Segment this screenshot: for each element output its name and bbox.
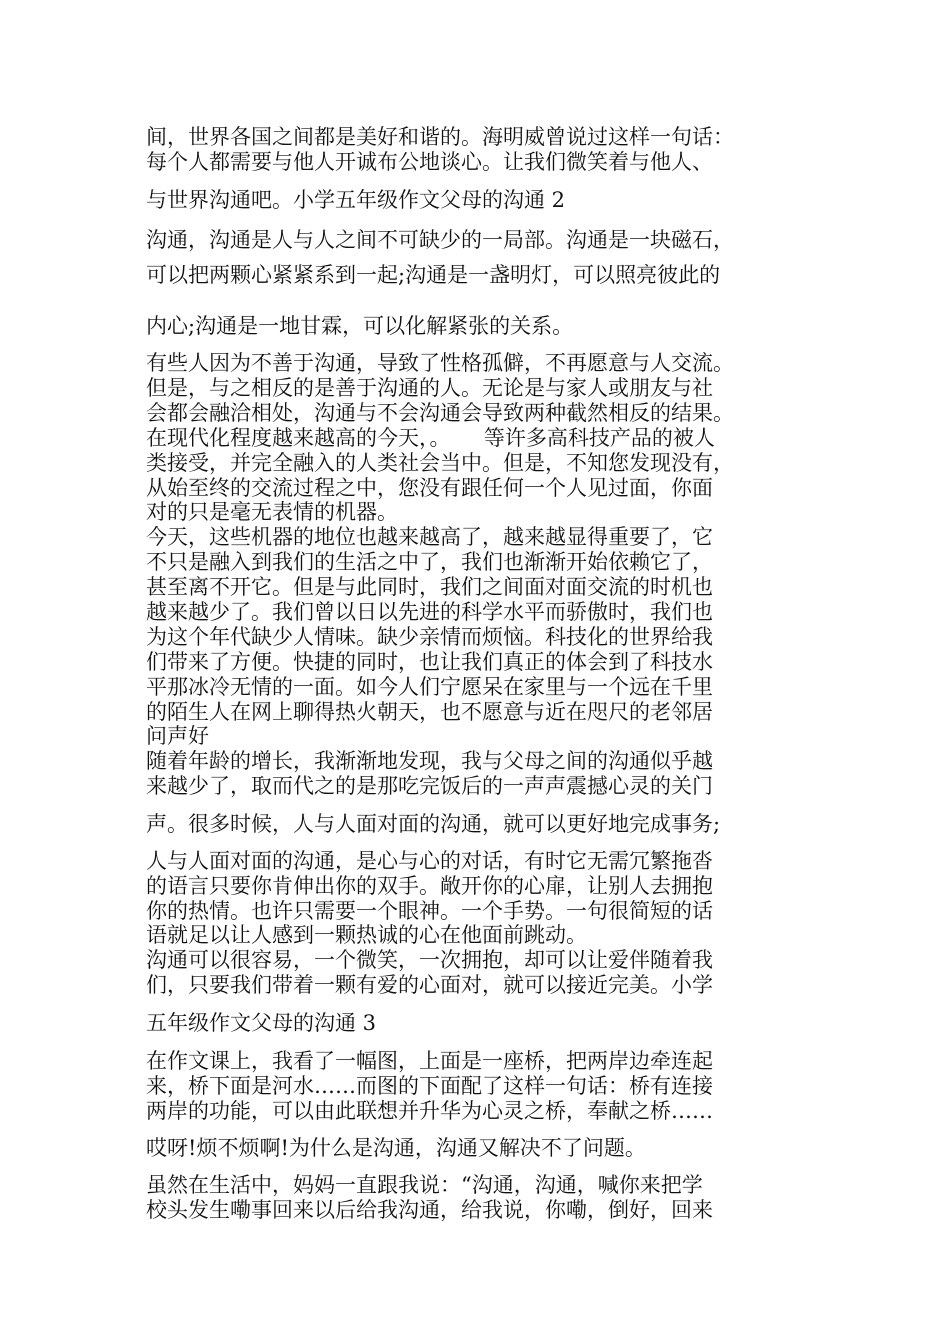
- text-line: 沟通可以很容易，一个微笑，一次拥抱，却可以让爱伴随着我: [146, 948, 713, 972]
- text-line: 甚至离不开它。但是与此同时，我们之间面对面交流的时机也: [146, 575, 713, 599]
- text-line: 今天，这些机器的地位也越来越高了，越来越显得重要了，它: [146, 525, 713, 549]
- text-line: 随着年龄的增长，我渐渐地发现，我与父母之间的沟通似乎越: [146, 749, 713, 773]
- text-line: 语就足以让人感到一颗热诚的心在他面前跳动。: [146, 923, 587, 947]
- text-line: 声。很多时候，人与人面对面的沟通，就可以更好地完成事务;: [146, 812, 721, 836]
- text-line: 来，桥下面是河水……而图的下面配了这样一句话：桥有连接: [146, 1074, 713, 1098]
- text-line: 会都会融洽相处，沟通与不会沟通会导致两种截然相反的结果。: [146, 401, 734, 425]
- text-line: 哎呀!烦不烦啊!为什么是沟通，沟通又解决不了问题。: [146, 1136, 646, 1160]
- text-line: 每个人都需要与他人开诚布公地谈心。让我们微笑着与他人、: [146, 150, 713, 174]
- text-line: 来越少了，取而代之的是那吃完饭后的一声声震撼心灵的关门: [146, 774, 713, 798]
- text-line: 五年级作文父母的沟通 3: [146, 1011, 377, 1035]
- text-line: 类接受，并完全融入的人类社会当中。但是，不知您发现没有，: [146, 451, 734, 475]
- text-line: 间，世界各国之间都是美好和谐的。海明威曾说过这样一句话：: [146, 125, 734, 149]
- text-line: 在作文课上，我看了一幅图，上面是一座桥，把两岸边牵连起: [146, 1049, 713, 1073]
- text-line: 两岸的功能，可以由此联想并升华为心灵之桥，奉献之桥……: [146, 1099, 713, 1123]
- text-line: 越来越少了。我们曾以日以先进的科学水平而骄傲时，我们也: [146, 600, 713, 624]
- text-line: 平那冰冷无情的一面。如今人们宁愿呆在家里与一个远在千里: [146, 675, 713, 699]
- text-line: 有些人因为不善于沟通，导致了性格孤僻，不再愿意与人交流。: [146, 351, 734, 375]
- text-line: 们，只要我们带着一颗有爱的心面对，就可以接近完美。小学: [146, 973, 713, 997]
- text-line: 但是，与之相反的是善于沟通的人。无论是与家人或朋友与社: [146, 376, 713, 400]
- text-line: 为这个年代缺少人情味。缺少亲情而烦恼。科技化的世界给我: [146, 625, 713, 649]
- text-line: 人与人面对面的沟通，是心与心的对话，有时它无需冗繁拖沓: [146, 849, 713, 873]
- text-line: 的语言只要你肯伸出你的双手。敞开你的心扉，让别人去拥抱: [146, 874, 713, 898]
- text-line: 可以把两颗心紧紧系到一起;沟通是一盏明灯，可以照亮彼此的: [146, 263, 721, 287]
- text-line: 虽然在生活中，妈妈一直跟我说：“沟通，沟通，喊你来把学: [146, 1173, 703, 1197]
- text-line: 问声好: [146, 724, 209, 748]
- text-line: 对的只是毫无表情的机器。: [146, 500, 398, 524]
- text-line: 与世界沟通吧。小学五年级作文父母的沟通 2: [146, 188, 566, 212]
- text-line: 沟通，沟通是人与人之间不可缺少的一局部。沟通是一块磁石，: [146, 228, 734, 252]
- text-line: 内心;沟通是一地甘霖，可以化解紧张的关系。: [146, 314, 574, 338]
- text-line: 校头发生嘞事回来以后给我沟通，给我说，你嘞，倒好，回来: [146, 1198, 713, 1222]
- text-line: 不只是融入到我们的生活之中了，我们也渐渐开始依赖它了，: [146, 550, 713, 574]
- text-line: 在现代化程度越来越高的今天，。 等许多高科技产品的被人: [146, 426, 715, 450]
- text-line: 你的热情。也许只需要一个眼神。一个手势。一句很简短的话: [146, 899, 713, 923]
- text-line: 们带来了方便。快捷的同时，也让我们真正的体会到了科技水: [146, 650, 713, 674]
- text-line: 从始至终的交流过程之中，您没有跟任何一个人见过面，你面: [146, 476, 713, 500]
- text-line: 的陌生人在网上聊得热火朝天，也不愿意与近在咫尺的老邻居: [146, 700, 713, 724]
